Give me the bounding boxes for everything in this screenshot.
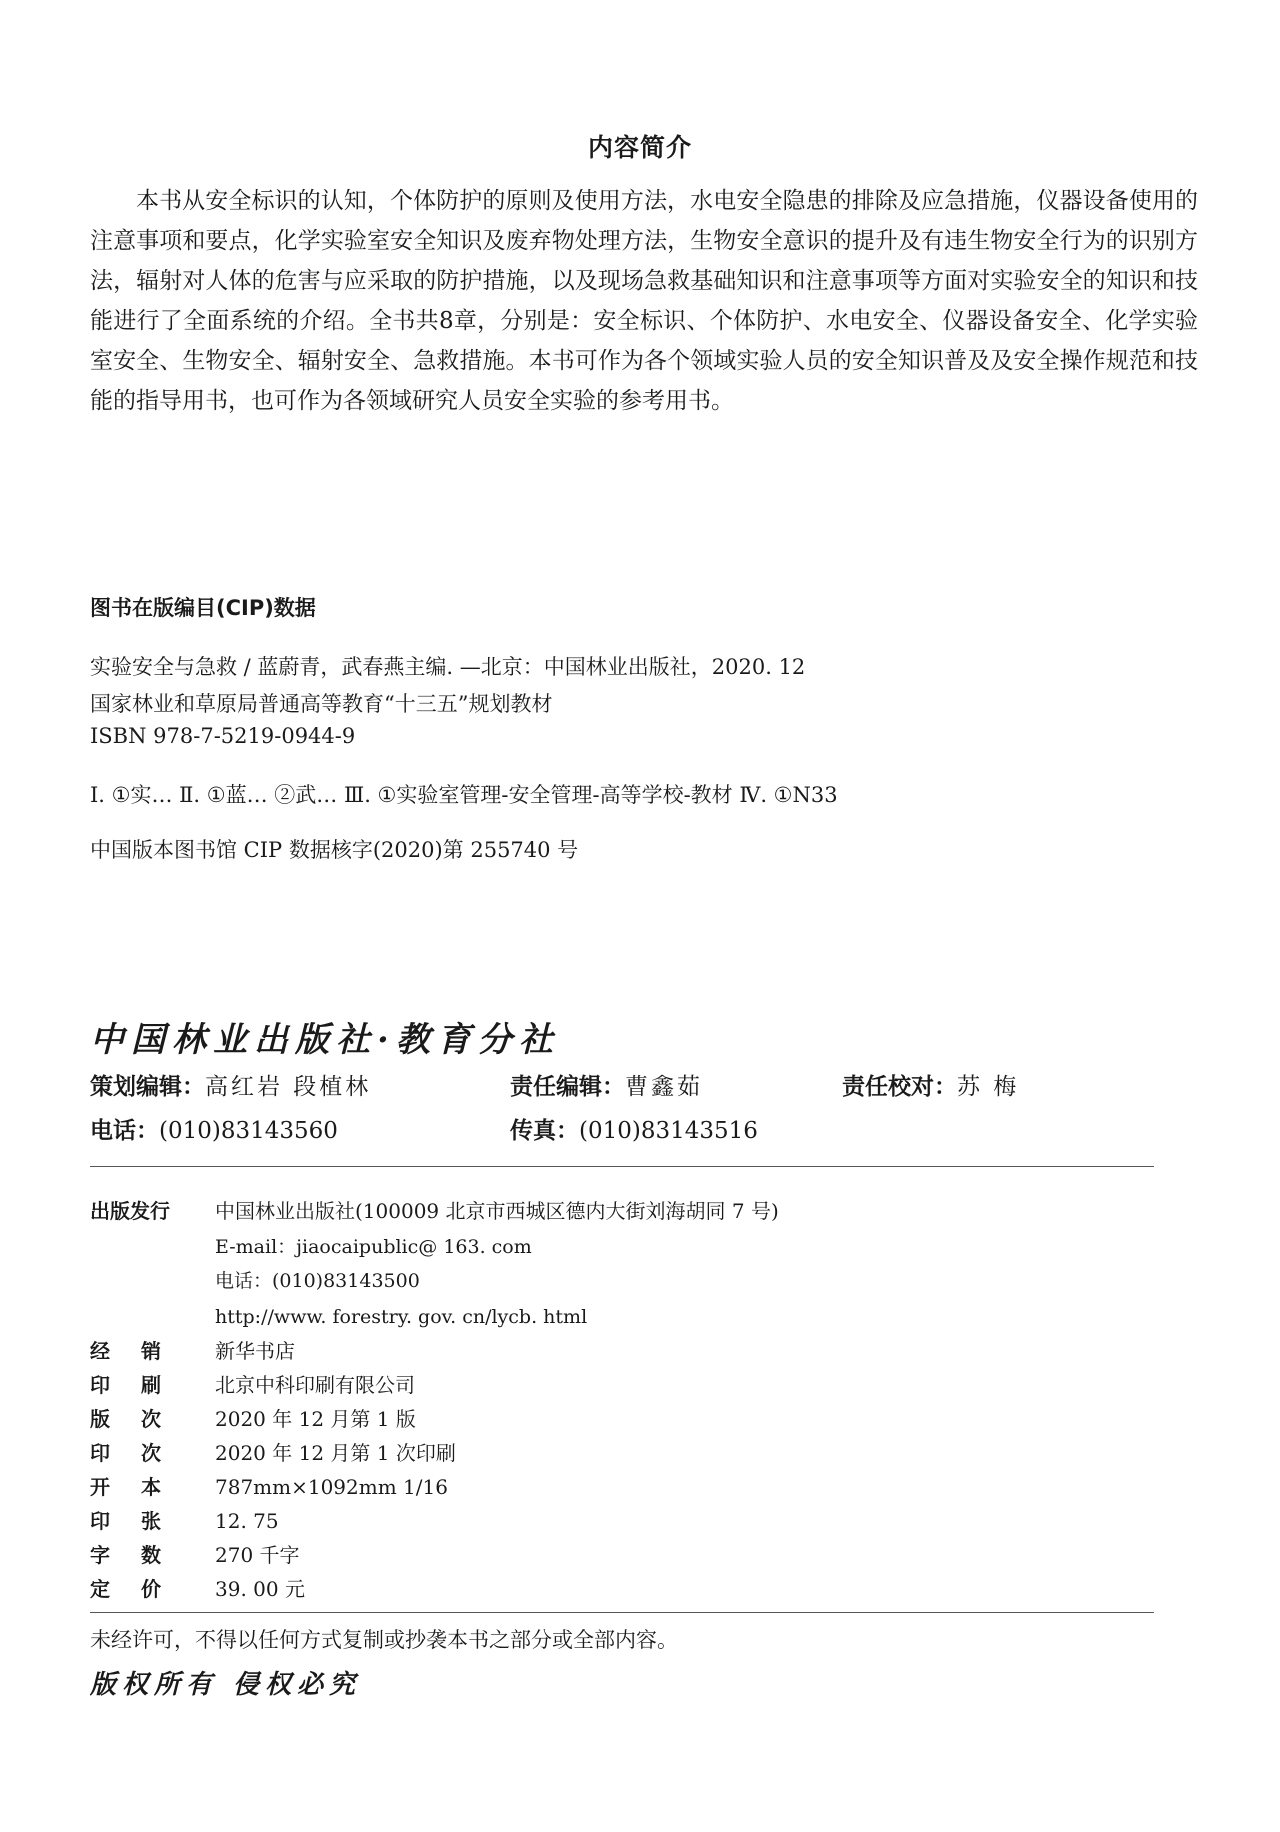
- summary-body: 本书从安全标识的认知，个体防护的原则及使用方法，水电安全隐患的排除及应急措施，仪器设备使用的注意事项和要点，化学实验室安全知识及废弃物处理方法，生物安全意识的提升及有违生物安全行为的识别方法，辐射对人体的危害与应采取的防护措施，以及现场急救基础知识和注意事项等方面对实验安全的知识和技能进行了全面系统的介绍。全书共8章，分别是：安全标识、个体防护、水电安全、仪器设备安全、化学实验室安全、生物安全、辐射安全、急救措施。本书可作为各个领域实验人员的安全知识普及及安全操作规范和技能的指导用书，也可作为各领域研究人员安全实验的参考用书。: [90, 188, 1198, 414]
- printing-value: 2020 年 12 月第 1 次印刷: [215, 1441, 456, 1465]
- cip-title-line: 实验安全与急救 / 蓝蔚青，武春燕主编. —北京：中国林业出版社，2020. 12: [90, 655, 806, 679]
- planning-editor-names: 高红岩 段植林: [205, 1074, 372, 1100]
- price-row: [90, 1574, 305, 1604]
- price-value: 39. 00 元: [215, 1577, 305, 1601]
- cip-series-line: 国家林业和草原局普通高等教育“十三五”规划教材: [90, 692, 553, 716]
- publisher-email: E-mail：jiaocaipublic@ 163. com: [215, 1236, 532, 1258]
- distribution-row: [90, 1196, 779, 1226]
- edition-label: 版次: [90, 1407, 192, 1431]
- proofreader-name: 苏 梅: [957, 1074, 1020, 1100]
- format-row: [90, 1472, 448, 1502]
- editorial-fax-number: (010)83143516: [579, 1118, 758, 1144]
- editorial-phone-number: (010)83143560: [159, 1118, 338, 1144]
- printing-label: 印次: [90, 1441, 192, 1465]
- editorial-phone: [90, 1112, 338, 1145]
- cip-classification: Ⅰ. ①实… Ⅱ. ①蓝… ②武… Ⅲ. ①实验室管理-安全管理-高等学校-教材 Ⅳ. ①N33: [90, 783, 838, 807]
- summary-title: 内容简介: [587, 133, 692, 162]
- format-label: 开本: [90, 1475, 192, 1499]
- proofreader-label: 责任校对：: [842, 1074, 957, 1100]
- proofreader: [842, 1068, 1019, 1101]
- words-row: [90, 1540, 300, 1570]
- printing-row: [90, 1438, 456, 1468]
- rights-reserved: 版权所有 侵权必究: [90, 1670, 362, 1700]
- format-value: 787mm×1092mm 1/16: [215, 1475, 448, 1499]
- planning-editor: [90, 1068, 371, 1101]
- seller-label: 经销: [90, 1339, 192, 1363]
- responsible-editor-name: 曹鑫茹: [625, 1074, 703, 1100]
- divider-top: [90, 1166, 1154, 1167]
- responsible-editor-label: 责任编辑：: [510, 1074, 625, 1100]
- cip-record: 中国版本图书馆 CIP 数据核字(2020)第 255740 号: [90, 838, 579, 862]
- printer-value: 北京中科印刷有限公司: [215, 1373, 415, 1397]
- edition-row: [90, 1404, 416, 1434]
- distribution-label: 出版发行: [90, 1199, 170, 1223]
- cip-heading: 图书在版编目(CIP)数据: [90, 596, 316, 620]
- divider-bottom: [90, 1612, 1154, 1613]
- seller-value: 新华书店: [215, 1339, 295, 1363]
- distribution-value: 中国林业出版社(100009 北京市西城区德内大街刘海胡同 7 号): [215, 1199, 779, 1223]
- printer-row: [90, 1370, 415, 1400]
- planning-editor-label: 策划编辑：: [90, 1074, 205, 1100]
- responsible-editor: [510, 1068, 703, 1101]
- edition-value: 2020 年 12 月第 1 版: [215, 1407, 416, 1431]
- sheets-value: 12. 75: [215, 1509, 279, 1533]
- printer-label: 印刷: [90, 1373, 192, 1397]
- copyright-notice: 未经许可，不得以任何方式复制或抄袭本书之部分或全部内容。: [90, 1628, 678, 1652]
- cip-isbn: ISBN 978-7-5219-0944-9: [90, 724, 356, 748]
- sheets-label: 印张: [90, 1509, 192, 1533]
- editorial-phone-label: 电话：: [90, 1118, 159, 1144]
- sheets-row: [90, 1506, 279, 1536]
- publisher-tel: 电话：(010)83143500: [215, 1270, 420, 1292]
- publisher-url: http://www. forestry. gov. cn/lycb. html: [215, 1306, 588, 1328]
- price-label: 定价: [90, 1577, 192, 1601]
- words-label: 字数: [90, 1543, 192, 1567]
- seller-row: [90, 1336, 295, 1366]
- publisher-logo-text: 中国林业出版社·教育分社: [90, 1020, 560, 1060]
- editorial-fax-label: 传真：: [510, 1118, 579, 1144]
- words-value: 270 千字: [215, 1543, 300, 1567]
- editorial-fax: [510, 1112, 758, 1145]
